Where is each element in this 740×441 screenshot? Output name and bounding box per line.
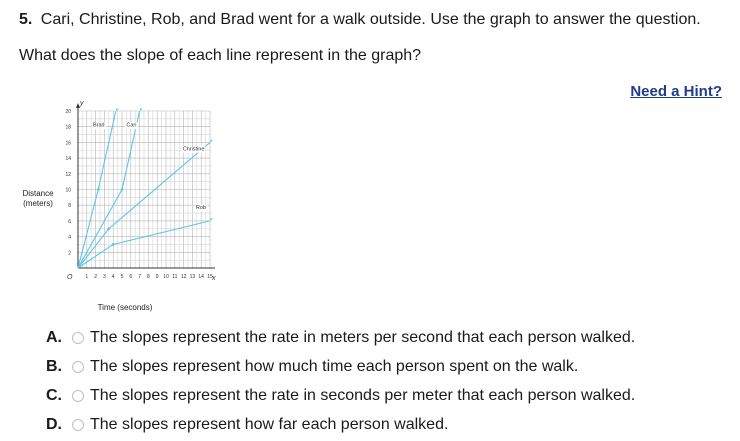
y-tick-label: 2 xyxy=(68,250,71,257)
data-point xyxy=(107,227,110,230)
x-tick-label: 14 xyxy=(198,274,204,280)
y-tick-label: 10 xyxy=(65,187,71,194)
y-tick-label: 8 xyxy=(68,203,71,210)
x-axis-label: Time (seconds) xyxy=(97,303,153,312)
x-tick-label: 1 xyxy=(85,274,89,280)
question-statement: Cari, Christine, Rob, and Brad went for a walk outside. Use the graph to answer the question. xyxy=(40,11,701,28)
question-text xyxy=(19,11,701,29)
choice-c[interactable] xyxy=(46,381,635,410)
radio-button[interactable] xyxy=(72,332,84,344)
y-axis-symbol: y xyxy=(80,100,84,107)
x-tick-label: 8 xyxy=(147,274,150,280)
distance-time-graph xyxy=(15,100,220,318)
series-arrow xyxy=(140,108,143,111)
x-tick-label: 7 xyxy=(138,274,141,280)
choice-a[interactable] xyxy=(46,323,635,352)
choice-b[interactable] xyxy=(46,352,635,381)
radio-button[interactable] xyxy=(72,390,84,402)
y-tick-label: 12 xyxy=(65,171,71,178)
series-arrow xyxy=(210,139,213,142)
data-point xyxy=(97,188,100,191)
choice-text: The slopes represent the rate in meters per second that each person walked. xyxy=(90,328,636,346)
y-axis-label: Distance xyxy=(22,189,54,198)
question-number: 5. xyxy=(19,11,33,28)
choice-letter: B. xyxy=(46,357,62,375)
x-tick-label: 13 xyxy=(189,274,196,280)
x-tick-label: 10 xyxy=(163,274,169,280)
y-tick-label: 16 xyxy=(65,140,71,147)
choice-letter: D. xyxy=(46,415,62,433)
hint-link[interactable]: Need a Hint? xyxy=(630,83,722,100)
y-tick-label: 18 xyxy=(65,124,71,131)
y-tick-label: 4 xyxy=(68,234,71,241)
question-prompt: What does the slope of each line represent in the graph? xyxy=(19,47,422,64)
x-tick-label: 12 xyxy=(180,274,187,280)
choice-text: The slopes represent how much time each person spent on the walk. xyxy=(90,357,579,375)
data-point xyxy=(112,243,115,246)
choice-letter: C. xyxy=(46,386,62,404)
x-tick-label: 9 xyxy=(155,274,159,280)
y-axis-label: (meters) xyxy=(23,199,53,208)
series-arrow xyxy=(210,218,213,221)
choice-letter: A. xyxy=(46,328,62,346)
radio-button[interactable] xyxy=(72,361,84,373)
origin-label: O xyxy=(67,274,73,281)
series-arrow xyxy=(116,108,119,111)
series-label: Brad xyxy=(92,122,105,129)
choice-d[interactable] xyxy=(46,410,635,439)
y-tick-label: 20 xyxy=(65,109,71,115)
x-tick-label: 4 xyxy=(111,274,115,280)
choice-text: The slopes represent the rate in seconds per meter that each person walked. xyxy=(90,386,636,404)
radio-button[interactable] xyxy=(72,419,84,431)
x-tick-label: 6 xyxy=(129,274,133,280)
x-tick-label: 5 xyxy=(120,274,124,280)
choice-text: The slopes represent how far each person walked. xyxy=(90,415,449,433)
series-label: Christine xyxy=(182,146,205,153)
data-point xyxy=(121,188,124,191)
y-tick-label: 14 xyxy=(65,156,71,163)
y-tick-label: 6 xyxy=(68,218,71,225)
series-label: Rob xyxy=(195,205,207,212)
x-axis-symbol: x xyxy=(212,275,216,282)
x-tick-label: 2 xyxy=(94,274,97,280)
series-label: Cari xyxy=(126,122,137,129)
x-tick-label: 3 xyxy=(103,274,106,280)
answer-choices xyxy=(46,323,635,439)
x-tick-label: 11 xyxy=(172,274,178,280)
x-tick-label: 15 xyxy=(207,274,213,280)
